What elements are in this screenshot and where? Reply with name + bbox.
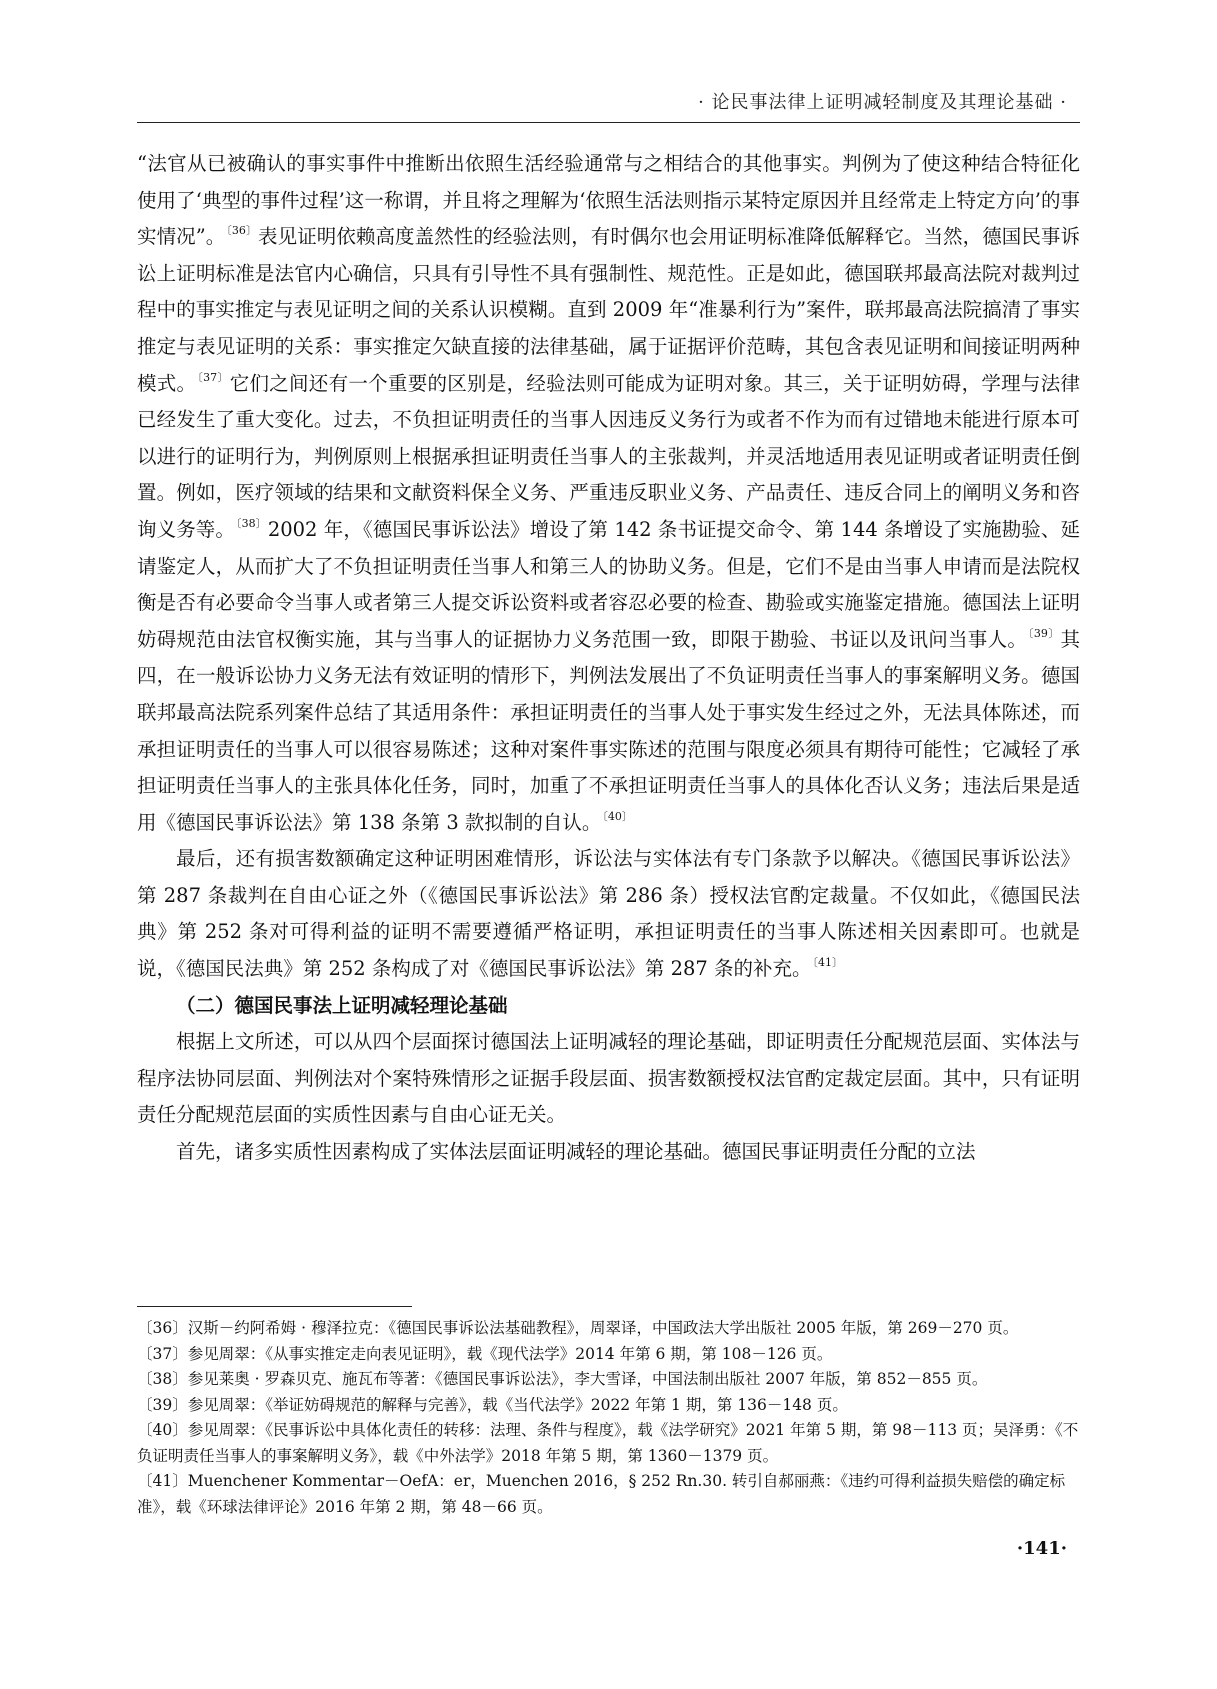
body-text: [137, 146, 1080, 1171]
section-heading: （二）德国民事法上证明减轻理论基础: [176, 993, 508, 1017]
paragraph-4: 首先，诸多实质性因素构成了实体法层面证明减轻的理论基础。德国民事证明责任分配的立法: [176, 1140, 976, 1164]
footnote-36: 〔36〕汉斯－约阿希姆 · 穆泽拉克：《德国民事诉讼法基础教程》，周翠译，中国政法大学出版社 2005 年版，第 269－270 页。: [137, 1319, 1019, 1337]
paragraph-1: [137, 146, 1080, 841]
paragraph-2-text: 最后，还有损害数额确定这种证明困难情形，诉讼法与实体法有专门条款予以解决。《德国民事诉讼法》第 287 条裁判在自由心证之外（《德国民事诉讼法》第 286 条）授权法官酌定裁量。不仅如此，《德国民法典》第 252 条对可得利益的证明不需要遵循严格证明，承担证明责任的当事人陈述相关因素即可。也就是说，《德国民法典》第 252 条构成了对《德国民事诉讼法》第 287 条的补充。: [137, 847, 1080, 981]
page-number: ·141·: [1016, 1538, 1067, 1559]
footnote-ref-37[interactable]: 〔37〕: [197, 370, 229, 384]
footnote-38: 〔38〕参见莱奥 · 罗森贝克、施瓦布等著：《德国民事诉讼法》，李大雪译，中国法制出版社 2007 年版，第 852－855 页。: [137, 1370, 988, 1388]
paragraph-1-text-c: 它们之间还有一个重要的区别是，经验法则可能成为证明对象。其三，关于证明妨碍，学理与法律已经发生了重大变化。过去，不负担证明责任的当事人因违反义务行为或者不作为而有过错地未能进行原本可以进行的证明行为，判例原则上根据承担证明责任当事人的主张裁判，并灵活地适用表见证明或者证明责任倒置。例如，医疗领域的结果和文献资料保全义务、严重违反职业义务、产品责任、违反合同上的阐明义务和咨询义务等。: [137, 371, 1080, 541]
paragraph-1-text-e: 其四，在一般诉讼协力义务无法有效证明的情形下，判例法发展出了不负证明责任当事人的事案解明义务。德国联邦最高法院系列案件总结了其适用条件：承担证明责任的当事人处于事实发生经过之外，无法具体陈述，而承担证明责任的当事人可以很容易陈述；这种对案件事实陈述的范围与限度必须具有期待可能性；它减轻了承担证明责任当事人的主张具体化任务，同时，加重了不承担证明责任当事人的具体化否认义务；违法后果是适用《德国民事诉讼法》第 138 条第 3 款拟制的自认。: [137, 627, 1080, 834]
footnote-ref-38[interactable]: 〔38〕: [236, 516, 267, 530]
footnote-ref-40[interactable]: 〔40〕: [602, 809, 633, 823]
paragraph-3: 根据上文所述，可以从四个层面探讨德国法上证明减轻的理论基础，即证明责任分配规范层面、实体法与程序法协同层面、判例法对个案特殊情形之证据手段层面、损害数额授权法官酌定裁定层面。其中，只有证明责任分配规范层面的实质性因素与自由心证无关。: [137, 1030, 1080, 1127]
footnote-39: 〔39〕参见周翠：《举证妨碍规范的解释与完善》，载《当代法学》2022 年第 1 期，第 136－148 页。: [137, 1395, 848, 1414]
footnote-ref-41[interactable]: 〔41〕: [812, 956, 843, 970]
footnote-37: 〔37〕参见周翠：《从事实推定走向表见证明》，载《现代法学》2014 年第 6 期，第 108－126 页。: [137, 1344, 833, 1363]
paragraph-1-text-d: 2002 年，《德国民事诉讼法》增设了第 142 条书证提交命令、第 144 条增设了实施勘验、延请鉴定人，从而扩大了不负担证明责任当事人和第三人的协助义务。但是，它们不是由当事人申请而是法院权衡是否有必要命令当事人或者第三人提交诉讼资料或者容忍必要的检查、勘验或实施鉴定措施。德国法上证明妨碍规范由法官权衡实施，其与当事人的证据协力义务范围一致，即限于勘验、书证以及讯问当事人。: [137, 517, 1080, 651]
paragraph-1-text-b: 表见证明依赖高度盖然性的经验法则，有时偶尔也会用证明标准降低解释它。当然，德国民事诉讼上证明标准是法官内心确信，只具有引导性不具有强制性、规范性。正是如此，德国联邦最高法院对裁判过程中的事实推定与表见证明之间的关系认识模糊。直到 2009 年“准暴利行为”案件，联邦最高法院搞清了事实推定与表见证明的关系：事实推定欠缺直接的法律基础，属于证据评价范畴，其包含表见证明和间接证明两种模式。: [137, 225, 1080, 395]
footnote-40: 〔40〕参见周翠：《民事诉讼中具体化责任的转移：法理、条件与程度》，载《法学研究》2021 年第 5 期，第 98－113 页；吴泽勇：《不负证明责任当事人的事案解明义务》，载《中外法学》2018 年第 5 期，第 1360－1379 页。: [137, 1421, 1079, 1465]
running-head: · 论民事法律上证明减轻制度及其理论基础 ·: [698, 92, 1067, 113]
header-rule: [137, 122, 1080, 123]
footnote-ref-39[interactable]: 〔39〕: [1028, 626, 1060, 640]
footnote-rule: [137, 1306, 412, 1307]
footnotes: [137, 1316, 1080, 1520]
paragraph-2: [137, 841, 1080, 987]
footnote-ref-36[interactable]: 〔36〕: [226, 224, 258, 238]
footnote-41: 〔41〕Muenchener Kommentar－OefA：er，Muenchen 2016，§ 252 Rn.30. 转引自郝丽燕：《违约可得利益损失赔偿的确定标准》，载《环球法律评论》2016 年第 2 期，第 48－66 页。: [137, 1472, 1066, 1516]
paragraph-1-text-a: “法官从已被确认的事实事件中推断出依照生活经验通常与之相结合的其他事实。判例为了使这种结合特征化使用了‘典型的事件过程’这一称谓，并且将之理解为‘依照生活法则指示某特定原因并且经常走上特定方向’的事实情况”。: [137, 152, 1080, 249]
